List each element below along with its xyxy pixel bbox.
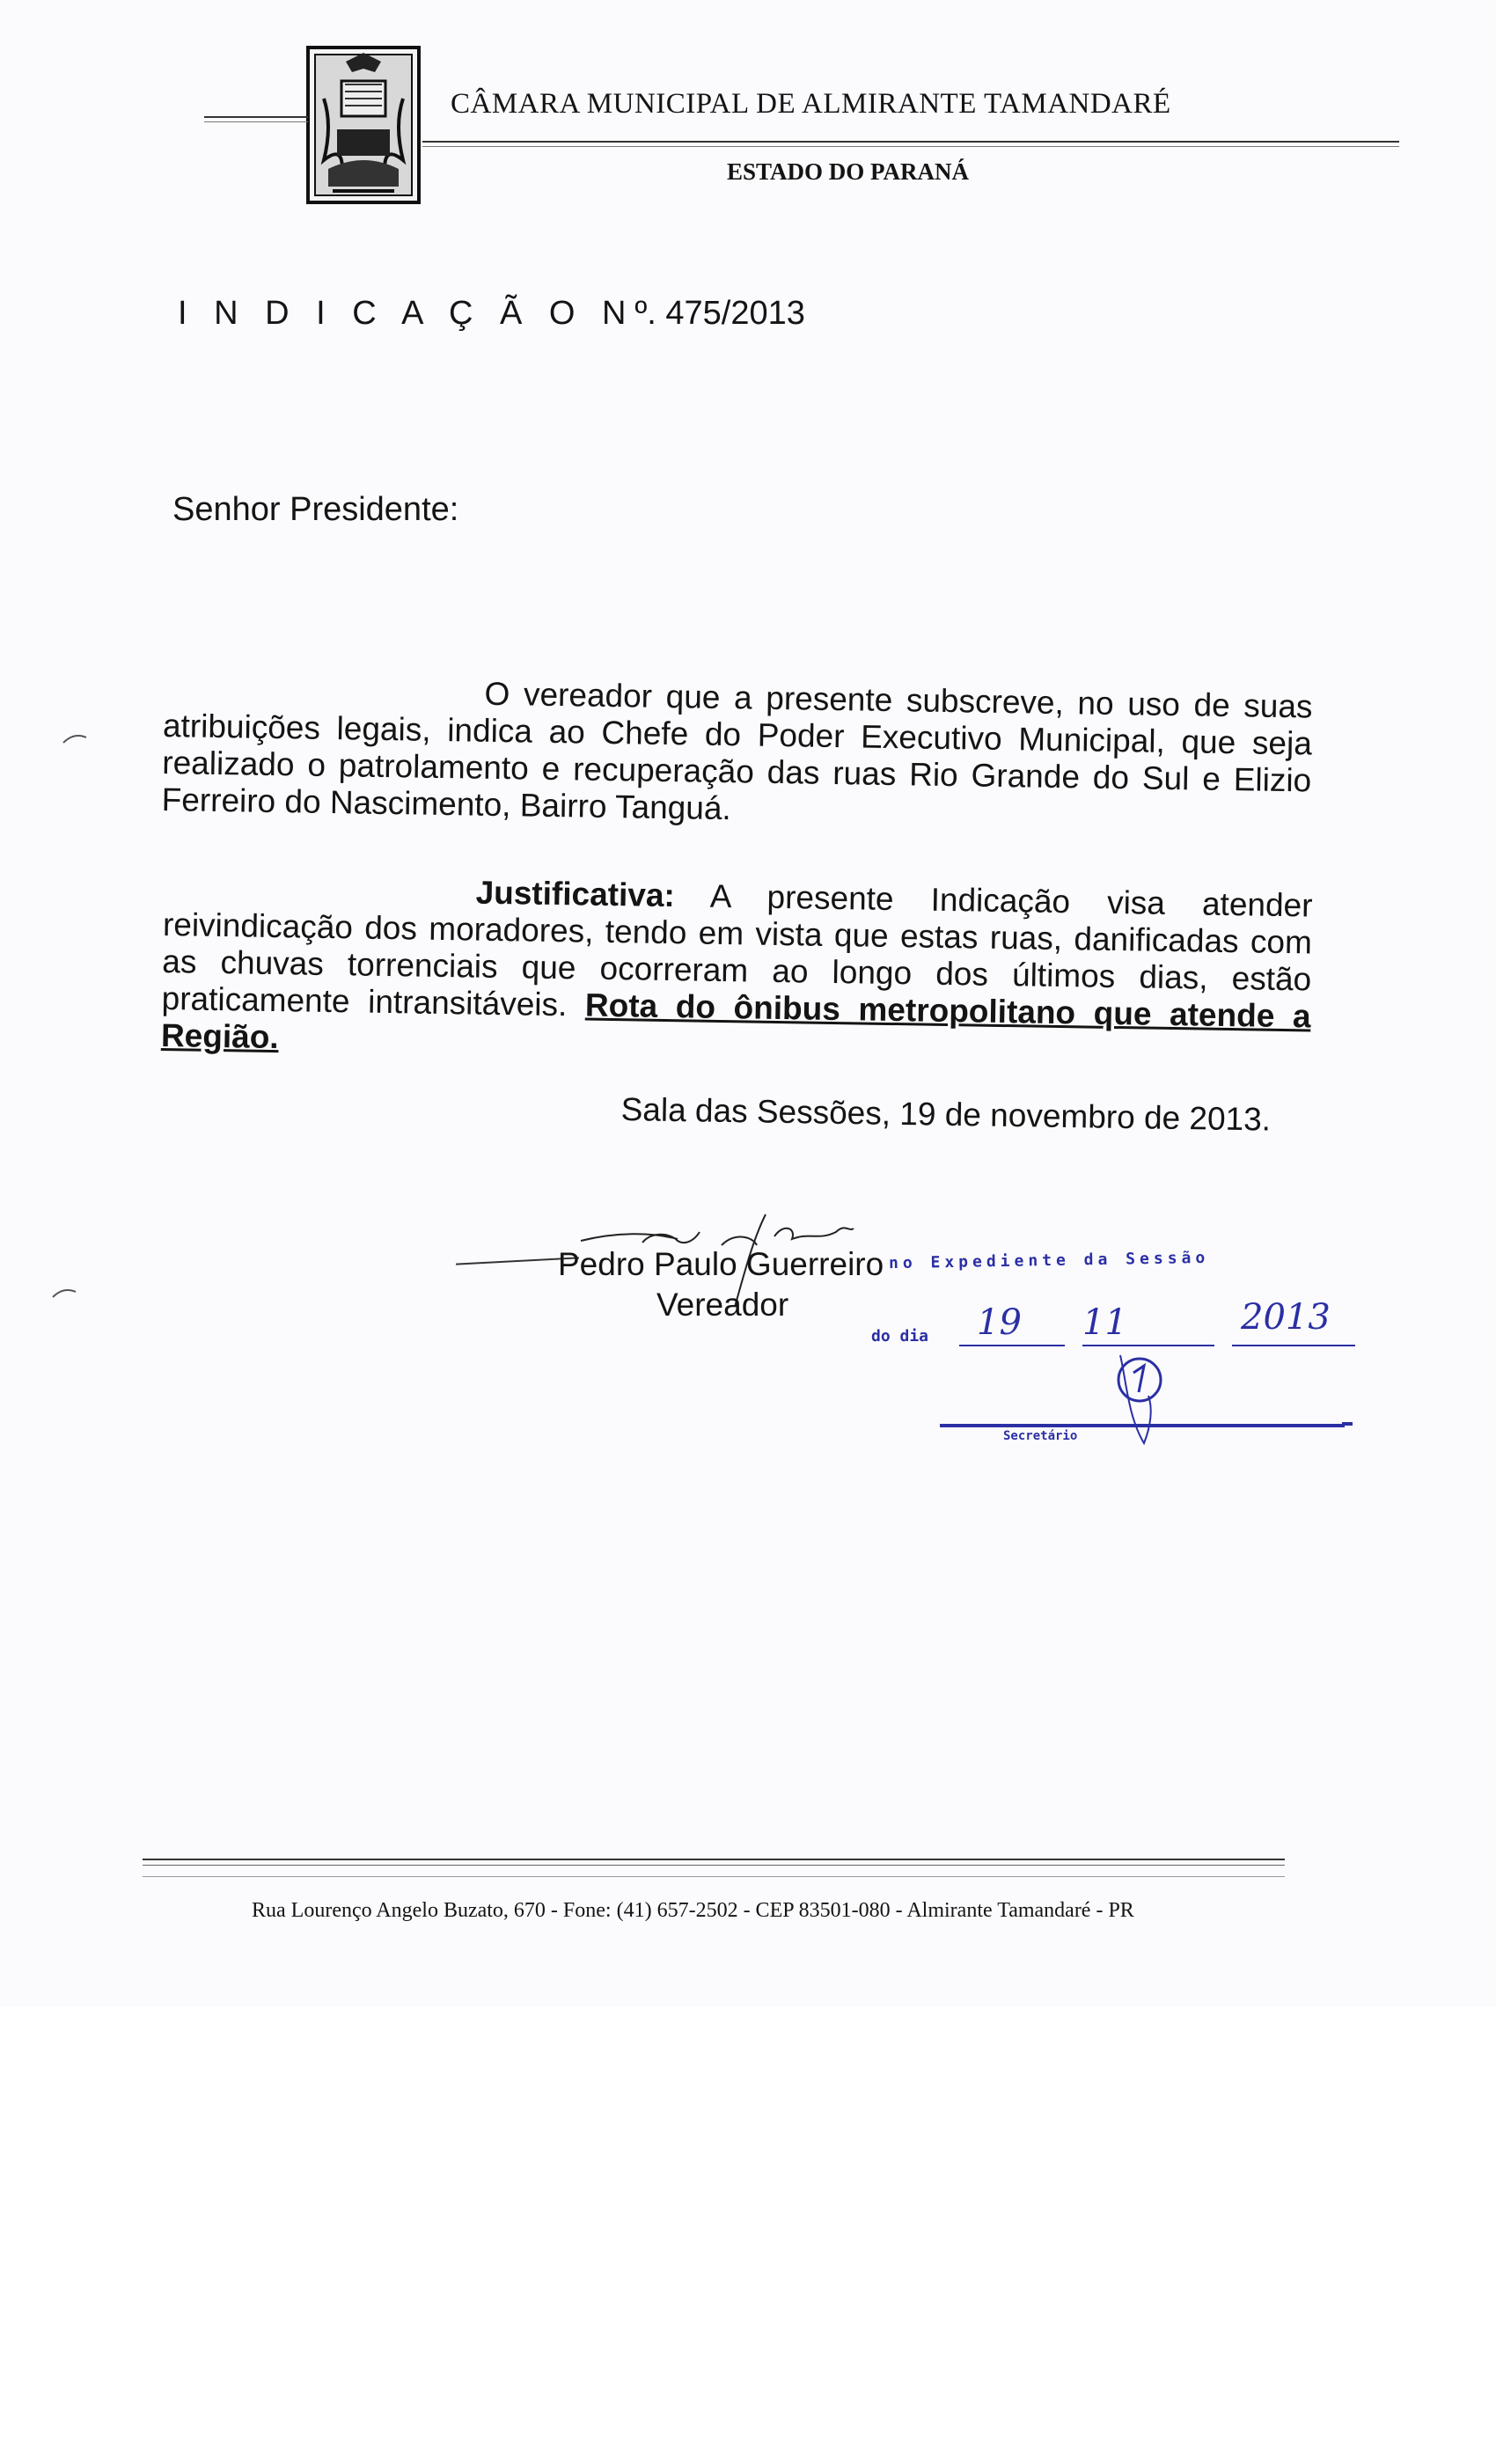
document-title [178,295,805,333]
header-rule-left [204,116,308,122]
footer-rule [143,1876,1285,1877]
margin-mark-icon [51,1285,86,1302]
stamp-day-label: do dia [871,1327,929,1346]
protocol-stamp [871,1232,1364,1496]
stamp-rule [1232,1345,1355,1346]
stamp-expediente: no Expediente da Sessão [888,1248,1210,1273]
justification-paragraph [161,869,1313,1072]
justification-label: Justificativa: [475,874,676,914]
document-title-prefix: I N D I C A Ç Ã O N [178,295,635,332]
place-date: Sala das Sessões, 19 de novembro de 2013. [620,1091,1272,1138]
stamp-day: 19 [977,1302,1022,1343]
stamp-year: 2013 [1241,1297,1331,1338]
stamp-signature-rule [940,1424,1345,1427]
state-name: ESTADO DO PARANÁ [727,158,970,185]
footer-rule [143,1859,1285,1866]
stamp-month: 11 [1082,1302,1127,1343]
margin-mark-icon [62,730,97,748]
stamp-role: Secretário [1003,1429,1078,1443]
footer-address: Rua Lourenço Angelo Buzato, 670 - Fone: (41) 657-2502 - CEP 83501-080 - Almirante Tamandaré - PR [252,1899,1134,1922]
stamp-rule [1082,1345,1214,1346]
signer-role: Vereador [656,1287,789,1323]
greeting: Senhor Presidente: [172,491,459,528]
municipal-crest-icon [306,46,421,204]
document-title-number: º. 475/2013 [634,295,805,332]
justification-highlight: Rota do ônibus metropolitano que atende a Região. [160,986,1311,1056]
header-rule-right [422,141,1399,147]
signer-name: Pedro Paulo Guerreiro [558,1246,884,1282]
justification-text: A presente Indicação visa atender reivindicação dos moradores, tendo em vista que estas ruas, danificadas com as chuvas torrenciais que ocorreram ao longo dos últimos dias, estão praticamente intransitáveis. [161,877,1313,1023]
stamp-rule [959,1345,1065,1346]
chamber-name: CÂMARA MUNICIPAL DE ALMIRANTE TAMANDARÉ [451,88,1171,120]
body-paragraph: O vereador que a presente subscreve, no uso de suas atribuições legais, indica ao Chefe do Poder Executivo Municipal, que seja realizado o patrolamento e recuperação das ruas Rio Grande do Sul e Elizio Ferreiro do Nascimento, Bairro Tanguá. [161,675,1313,827]
